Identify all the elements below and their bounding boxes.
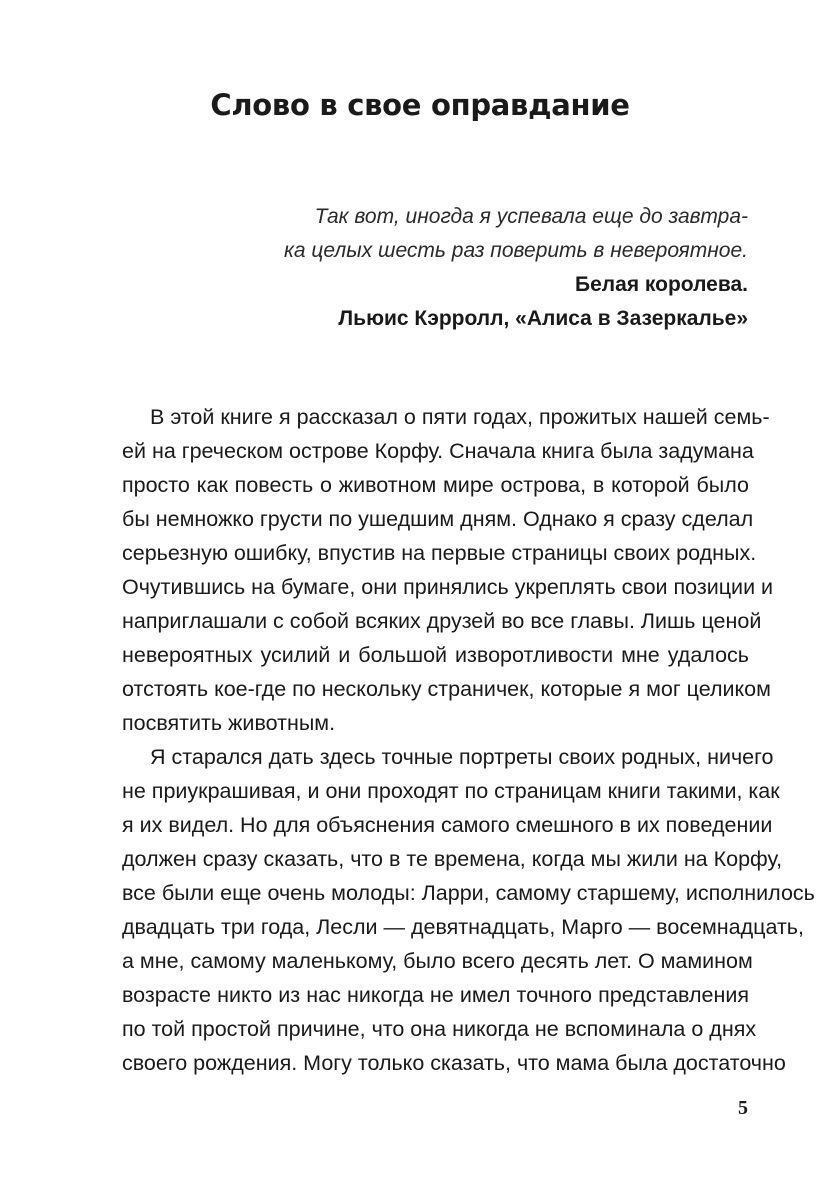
text-line: а мне, самому маленькому, было всего десять лет. О мамином bbox=[122, 949, 753, 973]
text-line: бы немножко грусти по ушедшим дням. Однако я сразу сделал bbox=[122, 507, 754, 531]
epigraph-attribution-character: Белая королева. bbox=[575, 273, 748, 296]
body-text bbox=[122, 400, 815, 1080]
paragraph bbox=[122, 400, 774, 740]
text-line: наприглашали с собой всяких друзей во все главы. Лишь ценой bbox=[122, 609, 762, 633]
text-line: Очутившись на бумаге, они принялись укреплять свои позиции и bbox=[122, 575, 774, 599]
text-line: посвятить животным. bbox=[122, 711, 336, 735]
epigraph-quote-line: ка целых шесть раз поверить в невероятное. bbox=[284, 239, 748, 262]
paragraph bbox=[122, 740, 815, 1080]
text-line: двадцать три года, Лесли — девятнадцать, Марго — восемнадцать, bbox=[122, 915, 804, 939]
epigraph bbox=[228, 200, 748, 336]
text-line: по той простой причине, что она никогда не вспоминала о днях bbox=[122, 1017, 757, 1041]
text-line: не приукрашивая, и они проходят по страницам книги такими, как bbox=[122, 779, 780, 803]
text-line: отстоять кое-где по нескольку страничек, которые я мог целиком bbox=[122, 677, 771, 701]
chapter-title: Слово в свое оправдание bbox=[210, 88, 630, 122]
text-line: все были еще очень молоды: Ларри, самому старшему, исполнилось bbox=[122, 881, 815, 905]
text-line: должен сразу сказать, что в те времена, когда мы жили на Корфу, bbox=[122, 847, 783, 871]
epigraph-quote-line: Так вот, иногда я успевала еще до завтра- bbox=[314, 205, 748, 228]
text-line: В этой книге я рассказал о пяти годах, прожитых нашей семь- bbox=[150, 405, 770, 429]
text-line: просто как повесть о животном мире острова, в которой было bbox=[122, 473, 749, 497]
text-line: Я старался дать здесь точные портреты своих родных, ничего bbox=[150, 745, 774, 769]
epigraph-attribution-source: Льюис Кэрролл, «Алиса в Зазеркалье» bbox=[338, 307, 748, 330]
text-line: ей на греческом острове Корфу. Сначала книга была задумана bbox=[122, 439, 754, 463]
text-line: серьезную ошибку, впустив на первые страницы своих родных. bbox=[122, 541, 757, 565]
page-number: 5 bbox=[738, 1097, 748, 1119]
text-line: возрасте никто из нас никогда не имел точного представления bbox=[122, 983, 749, 1007]
text-line: невероятных усилий и большой изворотливости мне удалось bbox=[122, 643, 749, 667]
text-line: своего рождения. Могу только сказать, что мама была достаточно bbox=[122, 1051, 786, 1075]
text-line: я их видел. Но для объяснения самого смешного в их поведении bbox=[122, 813, 773, 837]
